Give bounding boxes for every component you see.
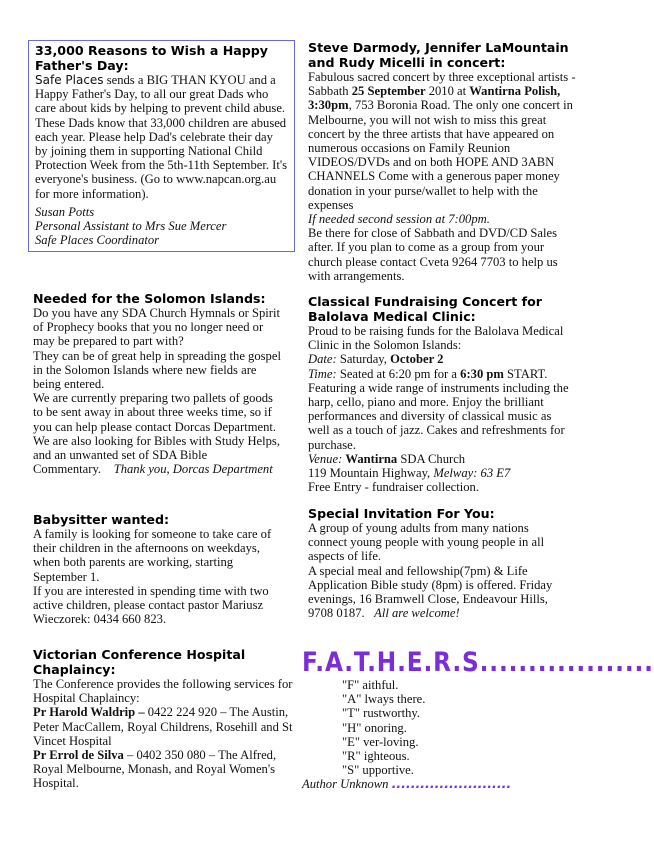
chaplain-2 [33, 748, 295, 791]
fathers-day-box [28, 40, 295, 252]
concert-section [308, 40, 576, 283]
poem-line: "S" upportive. [342, 763, 414, 778]
signature-name: Susan Potts [35, 204, 95, 219]
fathers-day-text: sends a BIG THAN KYOU and a Happy Father's Day, to all our great Dads who care about kids by helping to prevent child abuse. These Dads know that 33,000 children are abused each year. Please help Dad's celebrate their day by joining them in supporting National Child Protection Week from the 5th-11th September. It's everyone's business. (Go to www.napcan.org.au for more information). [35, 73, 288, 201]
concert-time: 3:30pm [308, 98, 349, 113]
time-c: START. [503, 366, 548, 381]
solomon-p3: We are currently preparing two pallets of goods to be sent away in about three weeks time, so if you can help please contact Dorcas Department. [33, 391, 277, 434]
solomon-p1: Do you have any SDA Church Hymnals or Spirit of Prophecy books that you no longer need or may be prepared to part with? [33, 306, 280, 349]
fathers-poem [302, 647, 654, 792]
invitation-p2 [308, 564, 570, 621]
chaplain-2-name: Pr Errol de Silva [33, 748, 124, 763]
classical-p2: Featuring a wide range of instruments including the harp, cello, piano and more. Enjoy the brilliant performances and diversity of classical music as well as a touch of jazz. Cakes and refreshments for purchase. [308, 380, 569, 452]
concert-p2: Be there for close of Sabbath and DVD/CD Sales after. If you plan to come as a group from your church please contact Cveta 9264 7703 to help us with arrangements. [308, 226, 558, 283]
concert-second-session: If needed second session at 7:00pm. [308, 212, 490, 227]
address-text: 119 Mountain Highway, [308, 466, 434, 481]
babysitter-title: Babysitter wanted: [33, 512, 170, 527]
chaplaincy-title: Victorian Conference Hospital Chaplaincy: [33, 647, 246, 677]
chaplain-1-details: 0422 224 920 – The Austin, Peter MacCallem, Royal Childrens, Rosehill and St Vincet Hospital [33, 705, 293, 748]
poem-author [302, 777, 582, 791]
venue-b: Wantirna [345, 451, 398, 466]
poem-lines [302, 678, 582, 777]
date-b: October 2 [390, 352, 444, 367]
fathers-day-body [35, 73, 288, 201]
time-b: 6:30 pm [460, 366, 504, 381]
chaplain-2-details: – 0402 350 080 – The Alfred, Royal Melbourne, Monash, and Royal Women's Hospital. [33, 748, 277, 791]
concert-venue: Wantirna Polish [469, 84, 558, 99]
concert-date: 25 September [351, 84, 426, 99]
invitation-welcome: All are welcome! [374, 606, 460, 621]
solomon-p4-text: We are also looking for Bibles with Study Helps, and an unwanted set of SDA Bible Commentary. [33, 433, 280, 477]
poem-author-text: Author Unknown [302, 777, 389, 792]
invitation-p2-text: A special meal and fellowship(7pm) & Life Application Bible study (8pm) is offered. Friday evenings, 16 Bramwell Close, Endeavour Hills, 9708 0187. [308, 563, 553, 621]
concert-p1d: , 753 Boronia Road. The only one concert in Melbourne, you will not wish to miss this great concert by the three artists that have appeared on numerous occasions on Family Reunion VIDEOS/DVDs and on both HOPE AND 3ABN CHANNELS Come with a generous paper money donation in your purse/wallet to help with the expenses [308, 98, 573, 212]
solomon-section [33, 291, 283, 476]
safe-places-lead: Safe Places [35, 73, 104, 87]
time-label: Time: [308, 366, 337, 381]
solomon-p4 [33, 434, 283, 477]
invitation-title: Special Invitation For You: [308, 506, 495, 521]
time-a: Seated at 6:20 pm for a [336, 366, 461, 381]
solomon-title: Needed for the Solomon Islands: [33, 291, 266, 306]
date-a: Saturday, [336, 352, 391, 367]
babysitter-section [33, 512, 283, 626]
classical-date [308, 352, 576, 366]
signature-role-2: Safe Places Coordinator [35, 233, 160, 248]
concert-p1a: Fabulous sacred concert by three exceptional artists - Sabbath [308, 70, 576, 99]
poem-title-dots: .................. [479, 647, 654, 678]
poem-author-dots: ......................... [391, 776, 512, 792]
invitation-p1: A group of young adults from many nations connect young people with young people in all aspects of life. [308, 521, 545, 564]
concert-title: Steve Darmody, Jennifer LaMountain and Rudy Micelli in concert: [308, 40, 569, 70]
poem-line: "H" onoring. [342, 720, 407, 735]
fathers-day-title: 33,000 Reasons to Wish a Happy Father's Day: [35, 43, 268, 73]
concert-p1b: 2010 at [425, 84, 470, 99]
poem-line: "E" ver-loving. [342, 734, 419, 749]
poem-title-text: F.A.T.H.E.R.S [302, 647, 480, 678]
signature-role-1: Personal Assistant to Mrs Sue Mercer [35, 219, 227, 234]
classical-title: Classical Fundraising Concert for Balolava Medical Clinic: [308, 294, 542, 324]
poem-line: "F" aithful. [342, 678, 399, 692]
classical-section [308, 294, 576, 494]
solomon-p2: They can be of great help in spreading the gospel in the Solomon Islands where new fields are being entered. [33, 348, 281, 392]
melway-ref: Melway: 63 E7 [433, 466, 511, 481]
classical-p1: Proud to be raising funds for the Balolava Medical Clinic in the Solomon Islands: [308, 324, 564, 353]
venue-label: Venue: [308, 451, 343, 466]
poem-line: "R" ighteous. [342, 749, 410, 764]
classical-address [308, 466, 576, 480]
classical-time [308, 367, 576, 381]
babysitter-p2: If you are interested in spending time with two active children, please contact pastor Mariusz Wieczorek: 0434 660 823. [33, 583, 269, 627]
fathers-poem-title [302, 647, 654, 678]
venue-c: SDA Church [397, 451, 466, 466]
chaplain-1-name: Pr Harold Waldrip – [33, 705, 145, 720]
chaplaincy-intro: The Conference provides the following services for Hospital Chaplaincy: [33, 677, 293, 706]
concert-p1c: , [557, 84, 561, 99]
classical-venue [308, 452, 576, 466]
poem-line: "T" rustworthy. [342, 706, 421, 721]
invitation-section [308, 506, 570, 620]
poem-line: "A" lways there. [342, 692, 426, 707]
chaplaincy-section [33, 647, 295, 791]
babysitter-p1: A family is looking for someone to take care of their children in the afternoons on weekdays, when both parents are working, starting September 1. [33, 527, 272, 584]
solomon-thanks: Thank you, Dorcas Department [113, 462, 273, 477]
date-label: Date: [308, 352, 337, 367]
concert-p1 [308, 70, 576, 212]
chaplain-1 [33, 705, 295, 748]
classical-entry: Free Entry - fundraiser collection. [308, 480, 479, 495]
